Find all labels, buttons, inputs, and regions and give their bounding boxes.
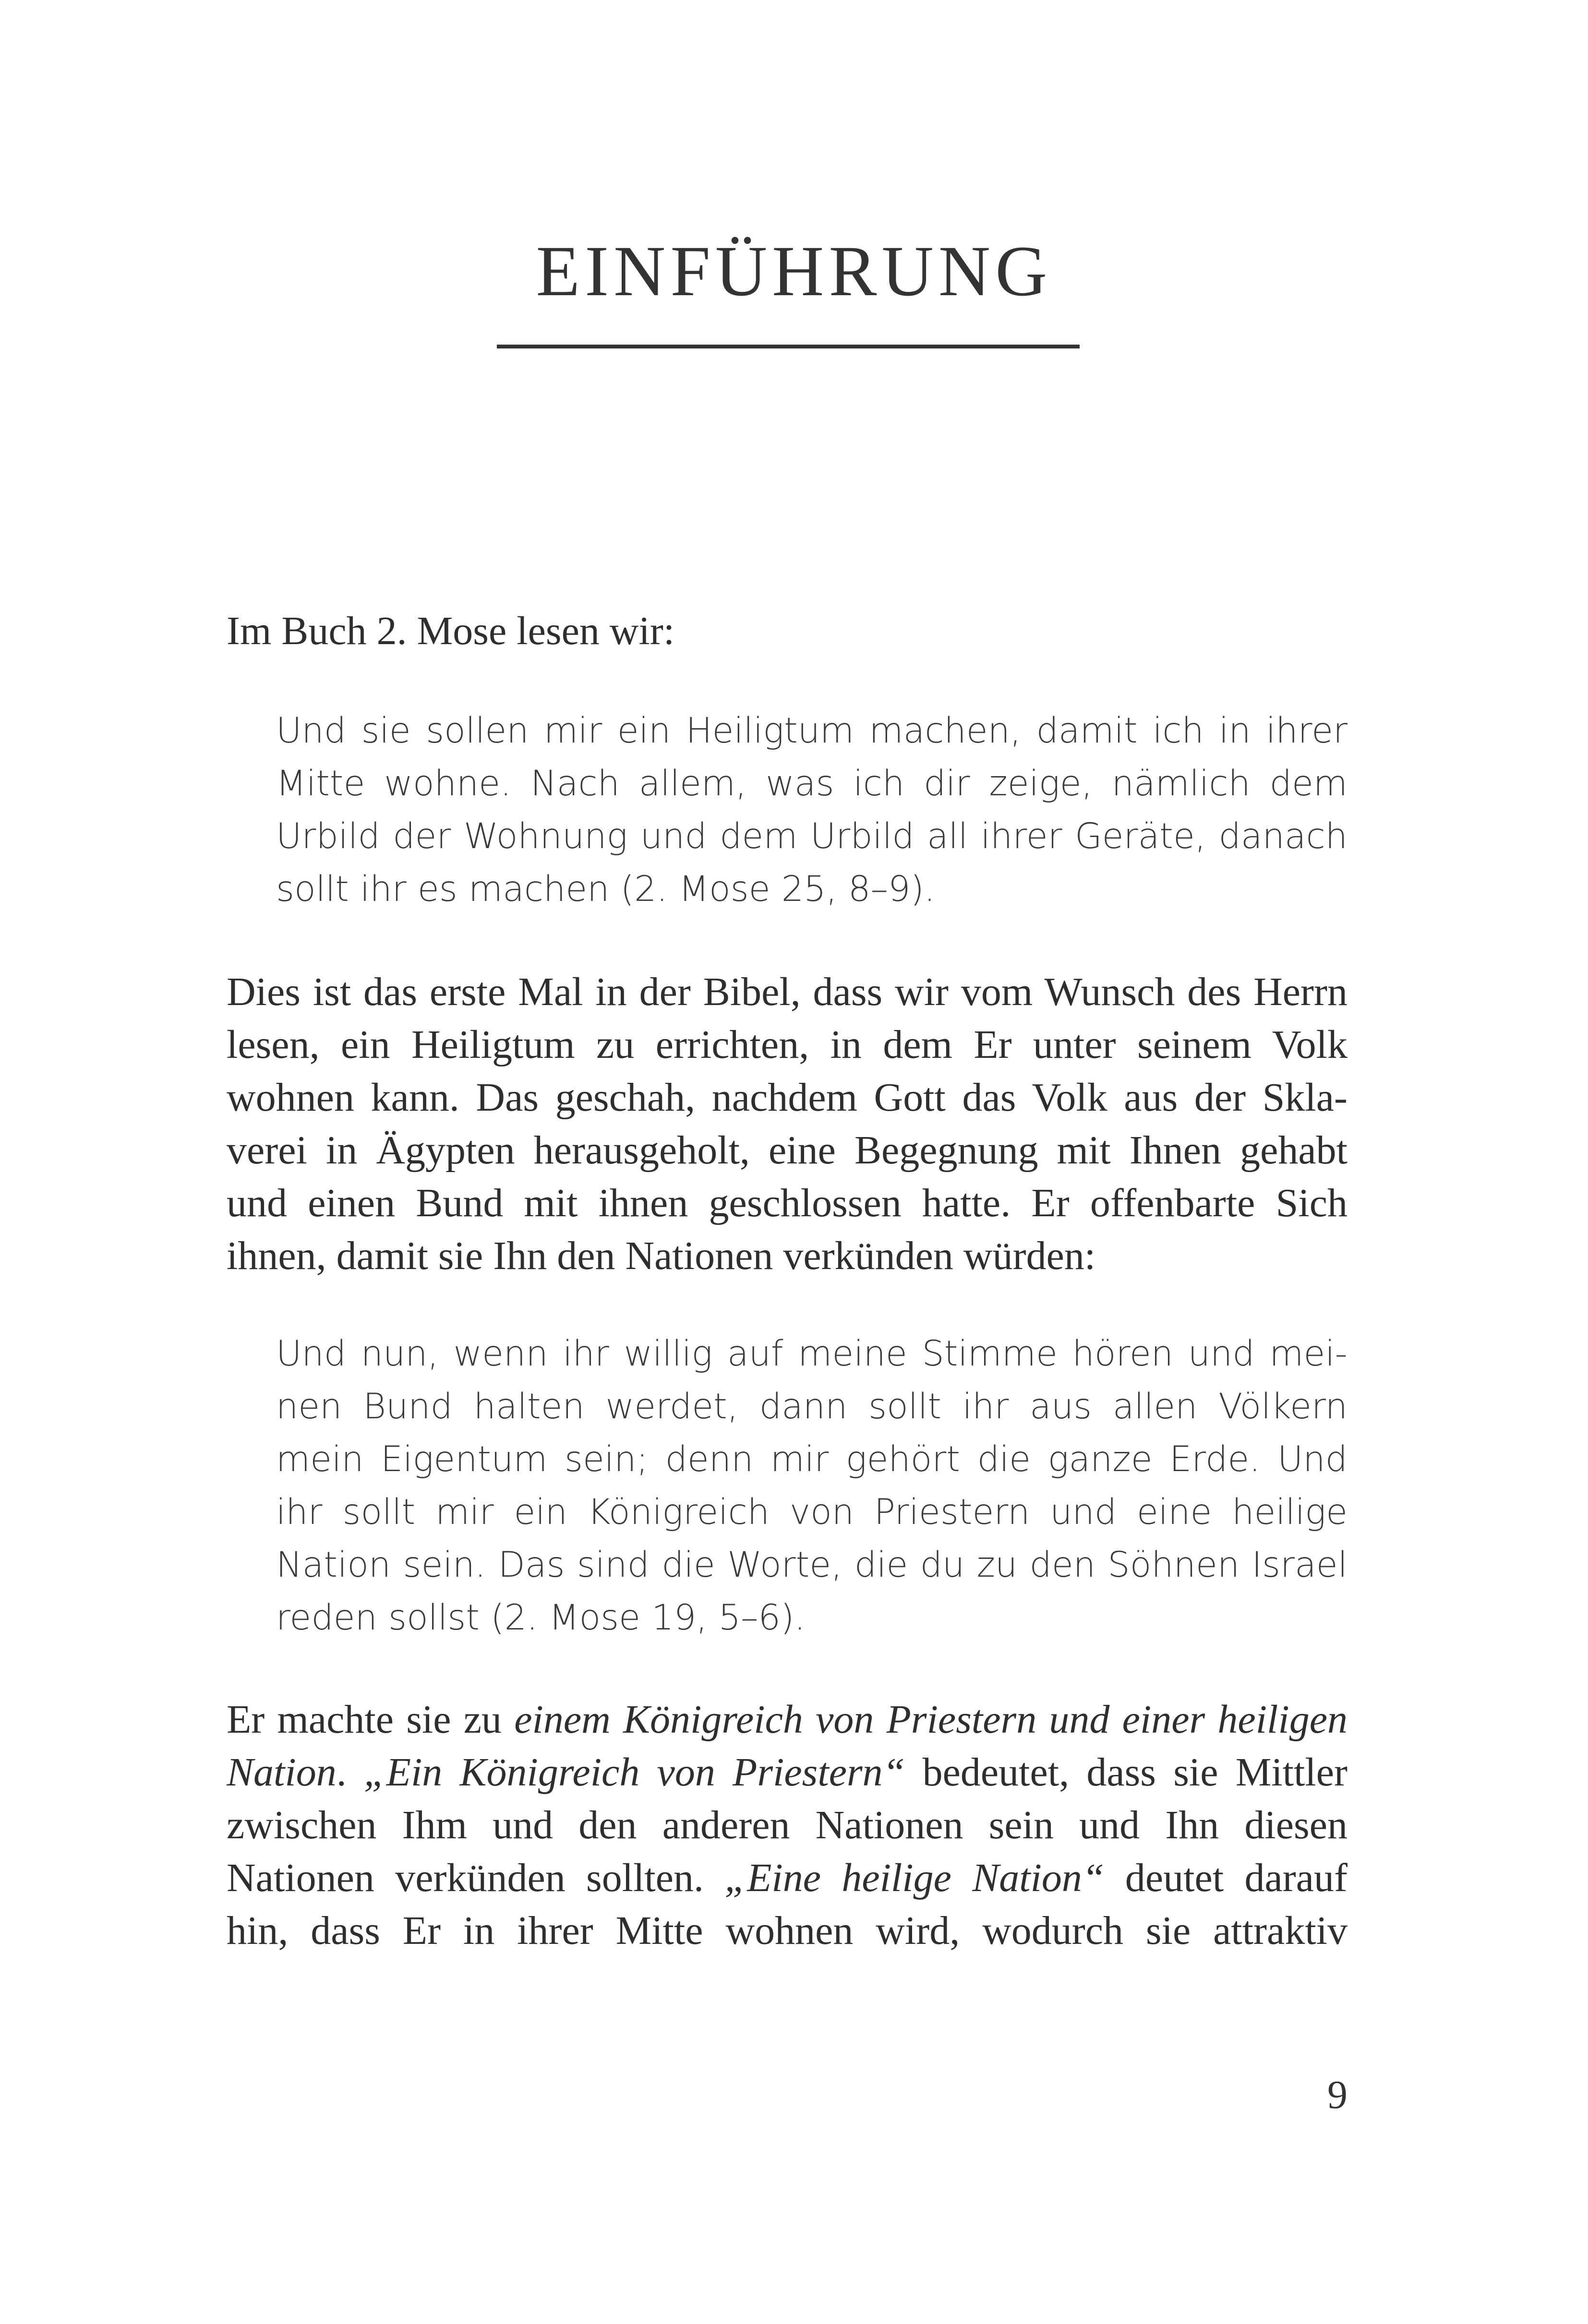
intro-line: Im Buch 2. Mose lesen wir:	[227, 609, 675, 653]
quote-line: Nation sein. Das sind die Worte, die du zu den Söhnen Israel	[276, 1545, 1347, 1585]
paragraph-line	[227, 1746, 1347, 1799]
paragraph-line	[227, 1852, 1347, 1905]
quote-line: Urbild der Wohnung und dem Urbild all ihrer Geräte, danach	[276, 816, 1347, 857]
quote-line: Mitte wohne. Nach allem, was ich dir zeige, nämlich dem	[276, 763, 1347, 804]
quote-line: reden sollst (2. Mose 19, 5–6).	[276, 1597, 806, 1638]
page-number: 9	[1327, 2072, 1347, 2117]
italic-run: Nation	[227, 1750, 337, 1795]
text-run: deutet darauf	[1104, 1856, 1347, 1900]
intro-paragraph	[227, 605, 1347, 658]
paragraph-line: wohnen kann. Das geschah, nachdem Gott das Volk aus der Skla-	[227, 1075, 1347, 1120]
quote-exodus-19	[276, 1328, 1347, 1644]
paragraph-line: zwischen Ihm und den anderen Nationen sein und Ihn diesen	[227, 1803, 1347, 1847]
paragraph-line: hin, dass Er in ihrer Mitte wohnen wird, wodurch sie attraktiv	[227, 1908, 1347, 1953]
paragraph-kingdom-of-priests	[227, 1693, 1347, 1957]
paragraph-line: ihnen, damit sie Ihn den Nationen verkünden würden:	[227, 1234, 1096, 1278]
paragraph-first-time	[227, 966, 1347, 1282]
text-run: .	[336, 1750, 364, 1795]
quote-line: ihr sollt mir ein Königreich von Priestern und eine heilige	[276, 1492, 1347, 1533]
quote-line: sollt ihr es machen (2. Mose 25, 8–9).	[276, 869, 936, 910]
paragraph-line: lesen, ein Heiligtum zu errichten, in dem Er unter seinem Volk	[227, 1022, 1347, 1067]
quote-line: Und nun, wenn ihr willig auf meine Stimme hören und mei-	[276, 1333, 1347, 1374]
italic-run: „Ein Königreich von Priestern“	[363, 1750, 905, 1795]
paragraph-line: Dies ist das erste Mal in der Bibel, dass wir vom Wunsch des Herrn	[227, 970, 1347, 1014]
quote-exodus-25	[276, 705, 1347, 916]
quote-line: nen Bund halten werdet, dann sollt ihr aus allen Völkern	[276, 1386, 1347, 1427]
paragraph-line: verei in Ägypten herausgeholt, eine Begegnung mit Ihnen gehabt	[227, 1128, 1347, 1173]
italic-run: „Eine heilige Nation“	[724, 1856, 1105, 1900]
text-run: Er machte sie zu	[227, 1697, 515, 1742]
text-run: Nationen verkünden sollten.	[227, 1856, 725, 1900]
chapter-title: EINFÜHRUNG	[536, 231, 1052, 311]
title-underline	[497, 345, 1080, 348]
italic-run: einem Königreich von Priestern und einer heiligen	[514, 1697, 1347, 1742]
text-run: bedeutet, dass sie Mittler	[905, 1750, 1348, 1795]
quote-line: Und sie sollen mir ein Heiligtum machen, damit ich in ihrer	[276, 710, 1347, 751]
quote-line: mein Eigentum sein; denn mir gehört die ganze Erde. Und	[276, 1439, 1347, 1480]
paragraph-line	[227, 1693, 1347, 1746]
paragraph-line: und einen Bund mit ihnen geschlossen hatte. Er offenbarte Sich	[227, 1181, 1347, 1225]
